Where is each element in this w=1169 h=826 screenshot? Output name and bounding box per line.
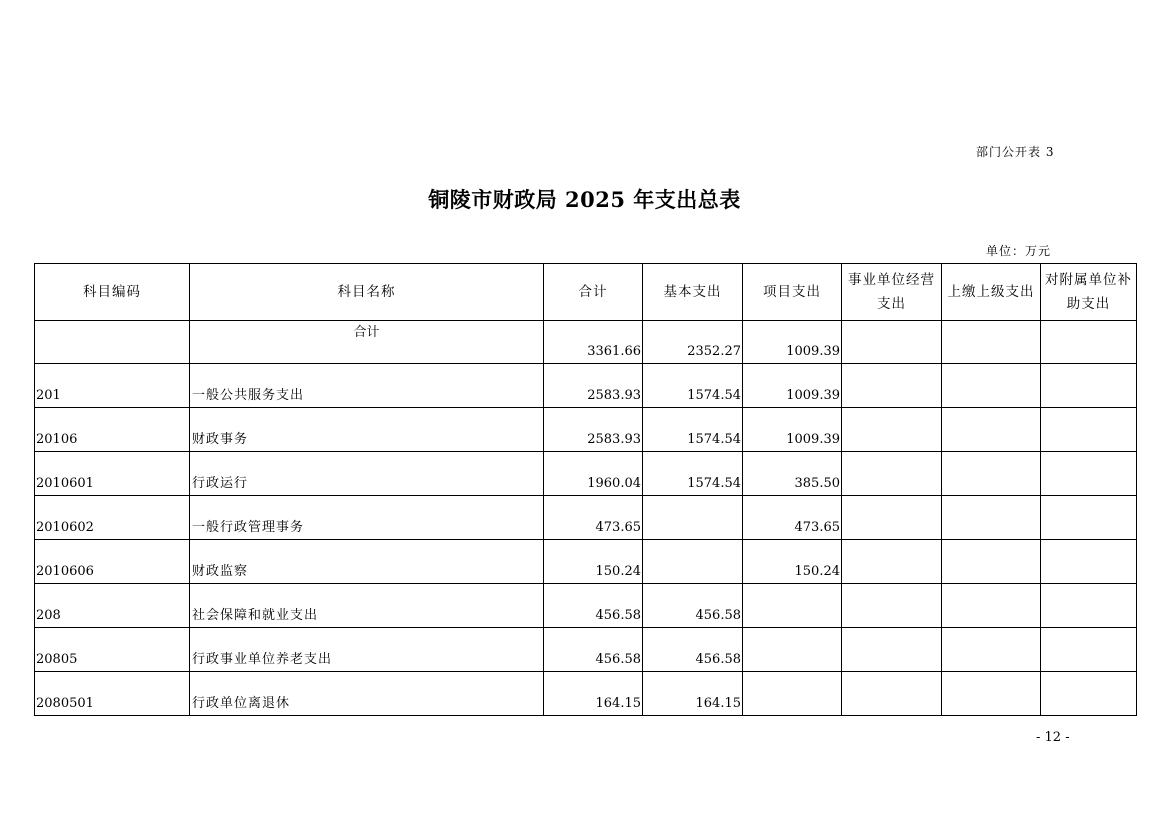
cell-project: 150.24 xyxy=(743,540,842,584)
page-number: - 12 - xyxy=(1036,730,1070,745)
cell-name: 行政运行 xyxy=(190,452,544,496)
cell-project: 1009.39 xyxy=(743,364,842,408)
cell-name: 一般行政管理事务 xyxy=(190,496,544,540)
header-name: 科目名称 xyxy=(190,264,544,321)
cell-name: 财政事务 xyxy=(190,408,544,452)
cell-subsidy xyxy=(1041,364,1137,408)
cell-name: 社会保障和就业支出 xyxy=(190,584,544,628)
cell-code: 2010606 xyxy=(35,540,190,584)
form-number: 部门公开表 3 xyxy=(976,145,1055,159)
cell-project: 385.50 xyxy=(743,452,842,496)
cell-subsidy xyxy=(1041,408,1137,452)
cell-basic xyxy=(643,496,743,540)
cell-total: 2583.93 xyxy=(544,364,643,408)
cell-code: 20106 xyxy=(35,408,190,452)
header-business: 事业单位经营支出 xyxy=(842,264,942,321)
cell-subsidy xyxy=(1041,672,1137,716)
table-row xyxy=(35,628,1137,672)
cell-business xyxy=(842,452,942,496)
cell-business xyxy=(842,408,942,452)
cell-basic: 1574.54 xyxy=(643,408,743,452)
cell-business xyxy=(842,628,942,672)
cell-basic: 2352.27 xyxy=(643,321,743,364)
cell-code: 208 xyxy=(35,584,190,628)
cell-total: 3361.66 xyxy=(544,321,643,364)
cell-subsidy xyxy=(1041,321,1137,364)
table-row xyxy=(35,672,1137,716)
cell-basic xyxy=(643,540,743,584)
cell-upper xyxy=(942,408,1041,452)
table-row xyxy=(35,452,1137,496)
table-row xyxy=(35,540,1137,584)
cell-project: 1009.39 xyxy=(743,408,842,452)
cell-project xyxy=(743,628,842,672)
cell-name: 一般公共服务支出 xyxy=(190,364,544,408)
cell-total: 456.58 xyxy=(544,584,643,628)
cell-code: 20805 xyxy=(35,628,190,672)
cell-subsidy xyxy=(1041,584,1137,628)
cell-upper xyxy=(942,321,1041,364)
cell-project xyxy=(743,584,842,628)
cell-project: 473.65 xyxy=(743,496,842,540)
cell-name: 行政单位离退休 xyxy=(190,672,544,716)
page-title: 铜陵市财政局 2025 年支出总表 xyxy=(428,187,741,212)
cell-basic: 456.58 xyxy=(643,584,743,628)
cell-basic: 456.58 xyxy=(643,628,743,672)
unit-label: 单位：万元 xyxy=(986,244,1052,258)
cell-basic: 1574.54 xyxy=(643,364,743,408)
cell-project: 1009.39 xyxy=(743,321,842,364)
cell-name: 财政监察 xyxy=(190,540,544,584)
cell-total: 150.24 xyxy=(544,540,643,584)
cell-basic: 164.15 xyxy=(643,672,743,716)
cell-code: 2080501 xyxy=(35,672,190,716)
cell-total: 473.65 xyxy=(544,496,643,540)
header-project: 项目支出 xyxy=(743,264,842,321)
header-basic: 基本支出 xyxy=(643,264,743,321)
cell-upper xyxy=(942,628,1041,672)
table-row-total xyxy=(35,321,1137,364)
cell-upper xyxy=(942,452,1041,496)
cell-subsidy xyxy=(1041,452,1137,496)
expenditure-table xyxy=(34,263,1137,716)
cell-business xyxy=(842,584,942,628)
cell-code: 201 xyxy=(35,364,190,408)
cell-subsidy xyxy=(1041,628,1137,672)
cell-business xyxy=(842,321,942,364)
header-total: 合计 xyxy=(544,264,643,321)
header-code: 科目编码 xyxy=(35,264,190,321)
table-row xyxy=(35,584,1137,628)
header-upper: 上缴上级支出 xyxy=(942,264,1041,321)
cell-project xyxy=(743,672,842,716)
cell-upper xyxy=(942,540,1041,584)
cell-upper xyxy=(942,672,1041,716)
table-row xyxy=(35,496,1137,540)
cell-upper xyxy=(942,496,1041,540)
cell-basic: 1574.54 xyxy=(643,452,743,496)
cell-total: 164.15 xyxy=(544,672,643,716)
cell-business xyxy=(842,540,942,584)
cell-business xyxy=(842,364,942,408)
cell-subsidy xyxy=(1041,540,1137,584)
cell-total: 1960.04 xyxy=(544,452,643,496)
cell-name: 行政事业单位养老支出 xyxy=(190,628,544,672)
cell-upper xyxy=(942,584,1041,628)
cell-upper xyxy=(942,364,1041,408)
cell-total: 2583.93 xyxy=(544,408,643,452)
table-row xyxy=(35,408,1137,452)
cell-total: 456.58 xyxy=(544,628,643,672)
cell-code: 2010601 xyxy=(35,452,190,496)
cell-code: 2010602 xyxy=(35,496,190,540)
cell-business xyxy=(842,672,942,716)
table-header-row xyxy=(35,264,1137,321)
cell-business xyxy=(842,496,942,540)
header-subsidy: 对附属单位补助支出 xyxy=(1041,264,1137,321)
table-row xyxy=(35,364,1137,408)
cell-subsidy xyxy=(1041,496,1137,540)
cell-name: 合计 xyxy=(190,321,544,364)
cell-code xyxy=(35,321,190,364)
